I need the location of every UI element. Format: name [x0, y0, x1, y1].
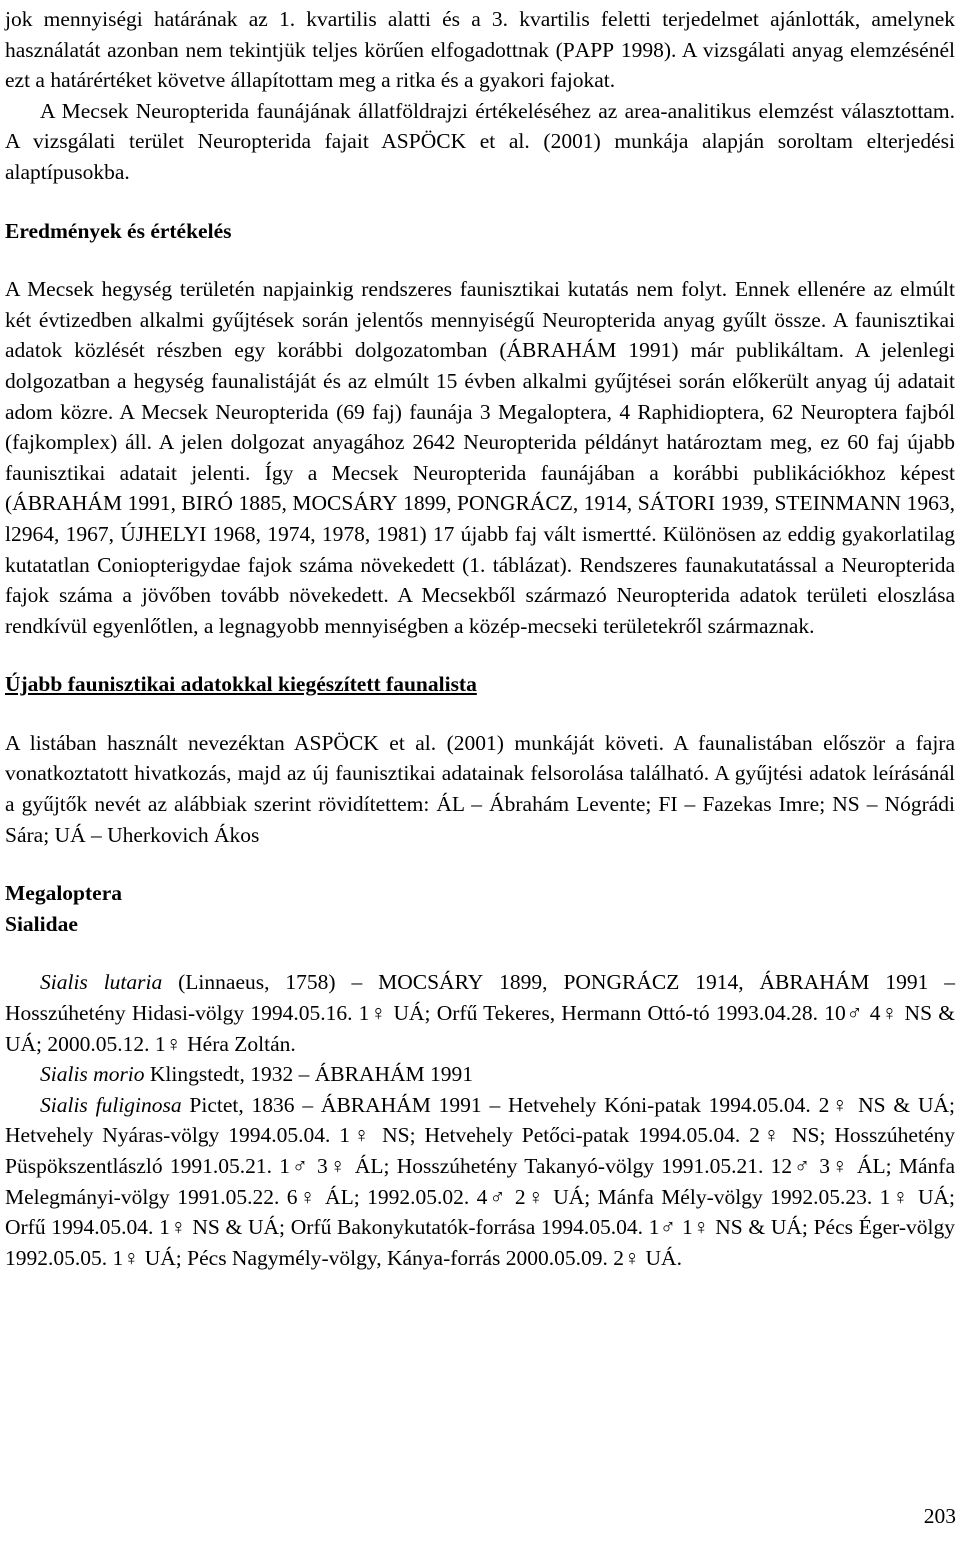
- area-analysis-paragraph: A Mecsek Neuropterida faunájának állatföldrajzi értékeléséhez az area-analitikus elemzést választottam. A vizsgálati terület Neuropterida fajait ASPÖCK et al. (2001) munkája alapján soroltam elterjedési alaptípusokba.: [5, 98, 955, 184]
- faunalist-paragraph: A listában használt nevezéktan ASPÖCK et al. (2001) munkáját követi. A faunalistában először a fajra vonatkoztatott hivatkozás, majd az új faunisztikai adatainak felsorolása található. A gyűjtési adatok leírásánál a gyűjtők nevét az alábbiak szerint rövidítettem: ÁL – Ábrahám Levente; FI – Fazekas Imre; NS – Nógrádi Sára; UÁ – Uherkovich Ákos: [5, 730, 956, 847]
- page-number: 203: [923, 1504, 956, 1528]
- order-heading: Megaloptera: [5, 881, 123, 906]
- results-paragraph: A Mecsek hegység területén napjainkig rendszeres faunisztikai kutatás nem folyt. Ennek ellenére az elmúlt két évtizedben alkalmi gyűjtések során jelentős mennyiségű Neuropterida anyag gyűlt össze. A faunisztikai adatok közlését részben egy korábbi dolgozatomban (ÁBRAHÁM 1991) már publikáltam. A jelenlegi dolgozatban a hegység faunalistáját és az elmúlt 15 évben alkalmi gyűjtései során előkerült anyag új adatait adom közre. A Mecsek Neuropterida (69 faj) faunája 3 Megaloptera, 4 Raphidioptera, 62 Neuroptera fajból (fajkomplex) áll. A jelen dolgozat anyagához 2642 Neuropterida példányt határoztam meg, ez 60 faj újabb faunisztikai adatait jelenti. Így a Mecsek Neuropterida faunájában a korábbi publikációkhoz képest (ÁBRAHÁM 1991, BIRÓ 1885, MOCSÁRY 1899, PONGRÁCZ, 1914, SÁTORI 1939, STEINMANN 1963, l2964, 1967, ÚJHELYI 1968, 1974, 1978, 1981) 17 újabb faj vált ismertté. Különösen az eddig gyakorlatilag kutatatlan Coniopterigydae fajok száma növekedett (1. táblázat). Rendszeres faunakutatással a Neuropterida fajok száma a jövőben tovább növekedett. A Mecsekből származó Neuropterida adatok területi eloszlása rendkívül egyenlőtlen, a legnagyobb mennyiségben a közép-mecseki területekről származnak.: [5, 277, 956, 638]
- document-page: [5, 4, 955, 1273]
- family-heading: Sialidae: [5, 911, 78, 936]
- species-entry-sialis-fuliginosa: Sialis fuliginosa Pictet, 1836 – ÁBRAHÁM 1991 – Hetvehely Kóni-patak 1994.05.04. 2♀ NS & UÁ; Hetvehely Nyáras-völgy 1994.05.04. 1♀ NS; Hetvehely Petőci-patak 1994.05.04. 2♀ NS; Hosszúhetény Püspökszentlászló 1991.05.21. 1♂ 3♀ ÁL; Hosszúhetény Takanyó-völgy 1991.05.21. 12♂ 3♀ ÁL; Mánfa Melegmányi-völgy 1991.05.22. 6♀ ÁL; 1992.05.02. 4♂ 2♀ UÁ; Mánfa Mély-völgy 1992.05.23. 1♀ UÁ; Orfű 1994.05.04. 1♀ NS & UÁ; Orfű Bakonykutatók-forrása 1994.05.04. 1♂ 1♀ NS & UÁ; Pécs Éger-völgy 1992.05.05. 1♀ UÁ; Pécs Nagymély-völgy, Kánya-forrás 2000.05.09. 2♀ UÁ.: [5, 1092, 955, 1270]
- species-name: Sialis lutaria: [40, 970, 163, 995]
- faunalist-heading: Újabb faunisztikai adatokkal kiegészített faunalista: [5, 672, 477, 697]
- author-aspock: SPÖCK: [396, 129, 467, 154]
- species-name: Sialis fuliginosa: [40, 1092, 182, 1117]
- author-papp: APP: [574, 37, 615, 62]
- species-entry-sialis-morio: Sialis morio Klingstedt, 1932 – ÁBRAHÁM 1991: [40, 1062, 474, 1087]
- results-heading: Eredmények és értékelés: [5, 218, 232, 243]
- species-name: Sialis morio: [40, 1062, 145, 1087]
- species-entry-sialis-lutaria: Sialis lutaria (Linnaeus, 1758) – MOCSÁRY 1899, PONGRÁCZ 1914, ÁBRAHÁM 1991 – Hosszúhetény Hidasi-völgy 1994.05.16. 1♀ UÁ; Orfű Tekeres, Hermann Ottó-tó 1993.04.28. 10♂ 4♀ NS & UÁ; 2000.05.12. 1♀ Héra Zoltán.: [5, 970, 955, 1056]
- intro-paragraph: jok mennyiségi határának az 1. kvartilis alatti és a 3. kvartilis feletti terjedelmet ajánlották, amelynek használatát azonban nem tekintjük teljes körűen elfogadottnak (PAPP 1998). A vizsgálati anyag elemzésénél ezt a határértéket követve állapítottam meg a ritka és a gyakori fajokat.: [5, 7, 955, 93]
